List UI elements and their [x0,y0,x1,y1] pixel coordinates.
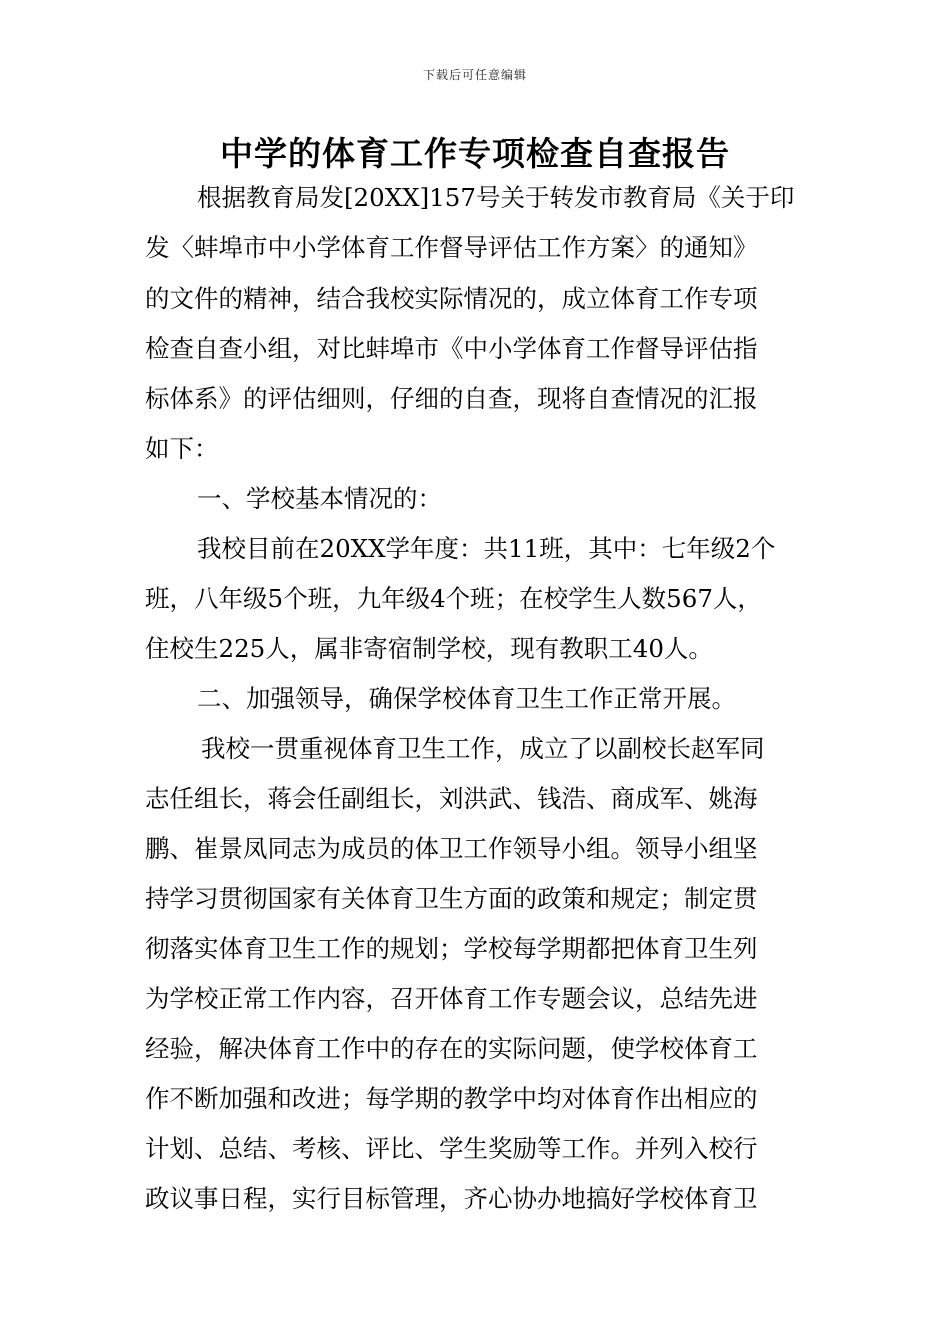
text-line: 鹏、崔景凤同志为成员的体卫工作领导小组。领导小组坚 [145,834,758,863]
text-line: 志任组长，蒋会任副组长，刘洪武、钱浩、商成军、姚海 [145,784,758,813]
section-heading: 二、加强领导，确保学校体育卫生工作正常开展。 [197,684,736,713]
text-line: 持学习贯彻国家有关体育卫生方面的政策和规定；制定贯 [145,884,758,913]
text-line: 如下： [145,434,219,463]
text-line: 的文件的精神，结合我校实际情况的，成立体育工作专项 [145,284,758,313]
document-title: 中学的体育工作专项检查自查报告 [220,134,730,173]
text-line: 政议事日程，实行目标管理，齐心协办地搞好学校体育卫 [145,1184,758,1213]
text-line: 根据教育局发[20XX]157号关于转发市教育局《关于印 [197,183,795,212]
header-note: 下载后可任意编辑 [422,68,527,82]
section-heading: 一、学校基本情况的： [197,484,442,513]
text-line: 作不断加强和改进；每学期的教学中均对体育作出相应的 [145,1084,758,1113]
text-line: 住校生225人，属非寄宿制学校，现有教职工40人。 [145,634,713,663]
text-line: 班，八年级5个班，九年级4个班；在校学生人数567人， [145,584,762,613]
text-line: 为学校正常工作内容，召开体育工作专题会议，总结先进 [145,984,758,1013]
text-line: 彻落实体育卫生工作的规划；学校每学期都把体育卫生列 [145,934,758,963]
text-line: 经验，解决体育工作中的存在的实际问题，使学校体育工 [145,1034,758,1063]
text-line: 标体系》的评估细则，仔细的自查，现将自查情况的汇报 [145,384,758,413]
text-line: 我校目前在20XX学年度：共11班，其中：七年级2个 [197,534,776,563]
text-line: 我校一贯重视体育卫生工作，成立了以副校长赵军同 [201,734,765,763]
text-line: 发〈蚌埠市中小学体育工作督导评估工作方案〉的通知》 [145,233,758,262]
text-line: 检查自查小组，对比蚌埠市《中小学体育工作督导评估指 [145,334,758,363]
text-line: 计划、总结、考核、评比、学生奖励等工作。并列入校行 [145,1134,758,1163]
